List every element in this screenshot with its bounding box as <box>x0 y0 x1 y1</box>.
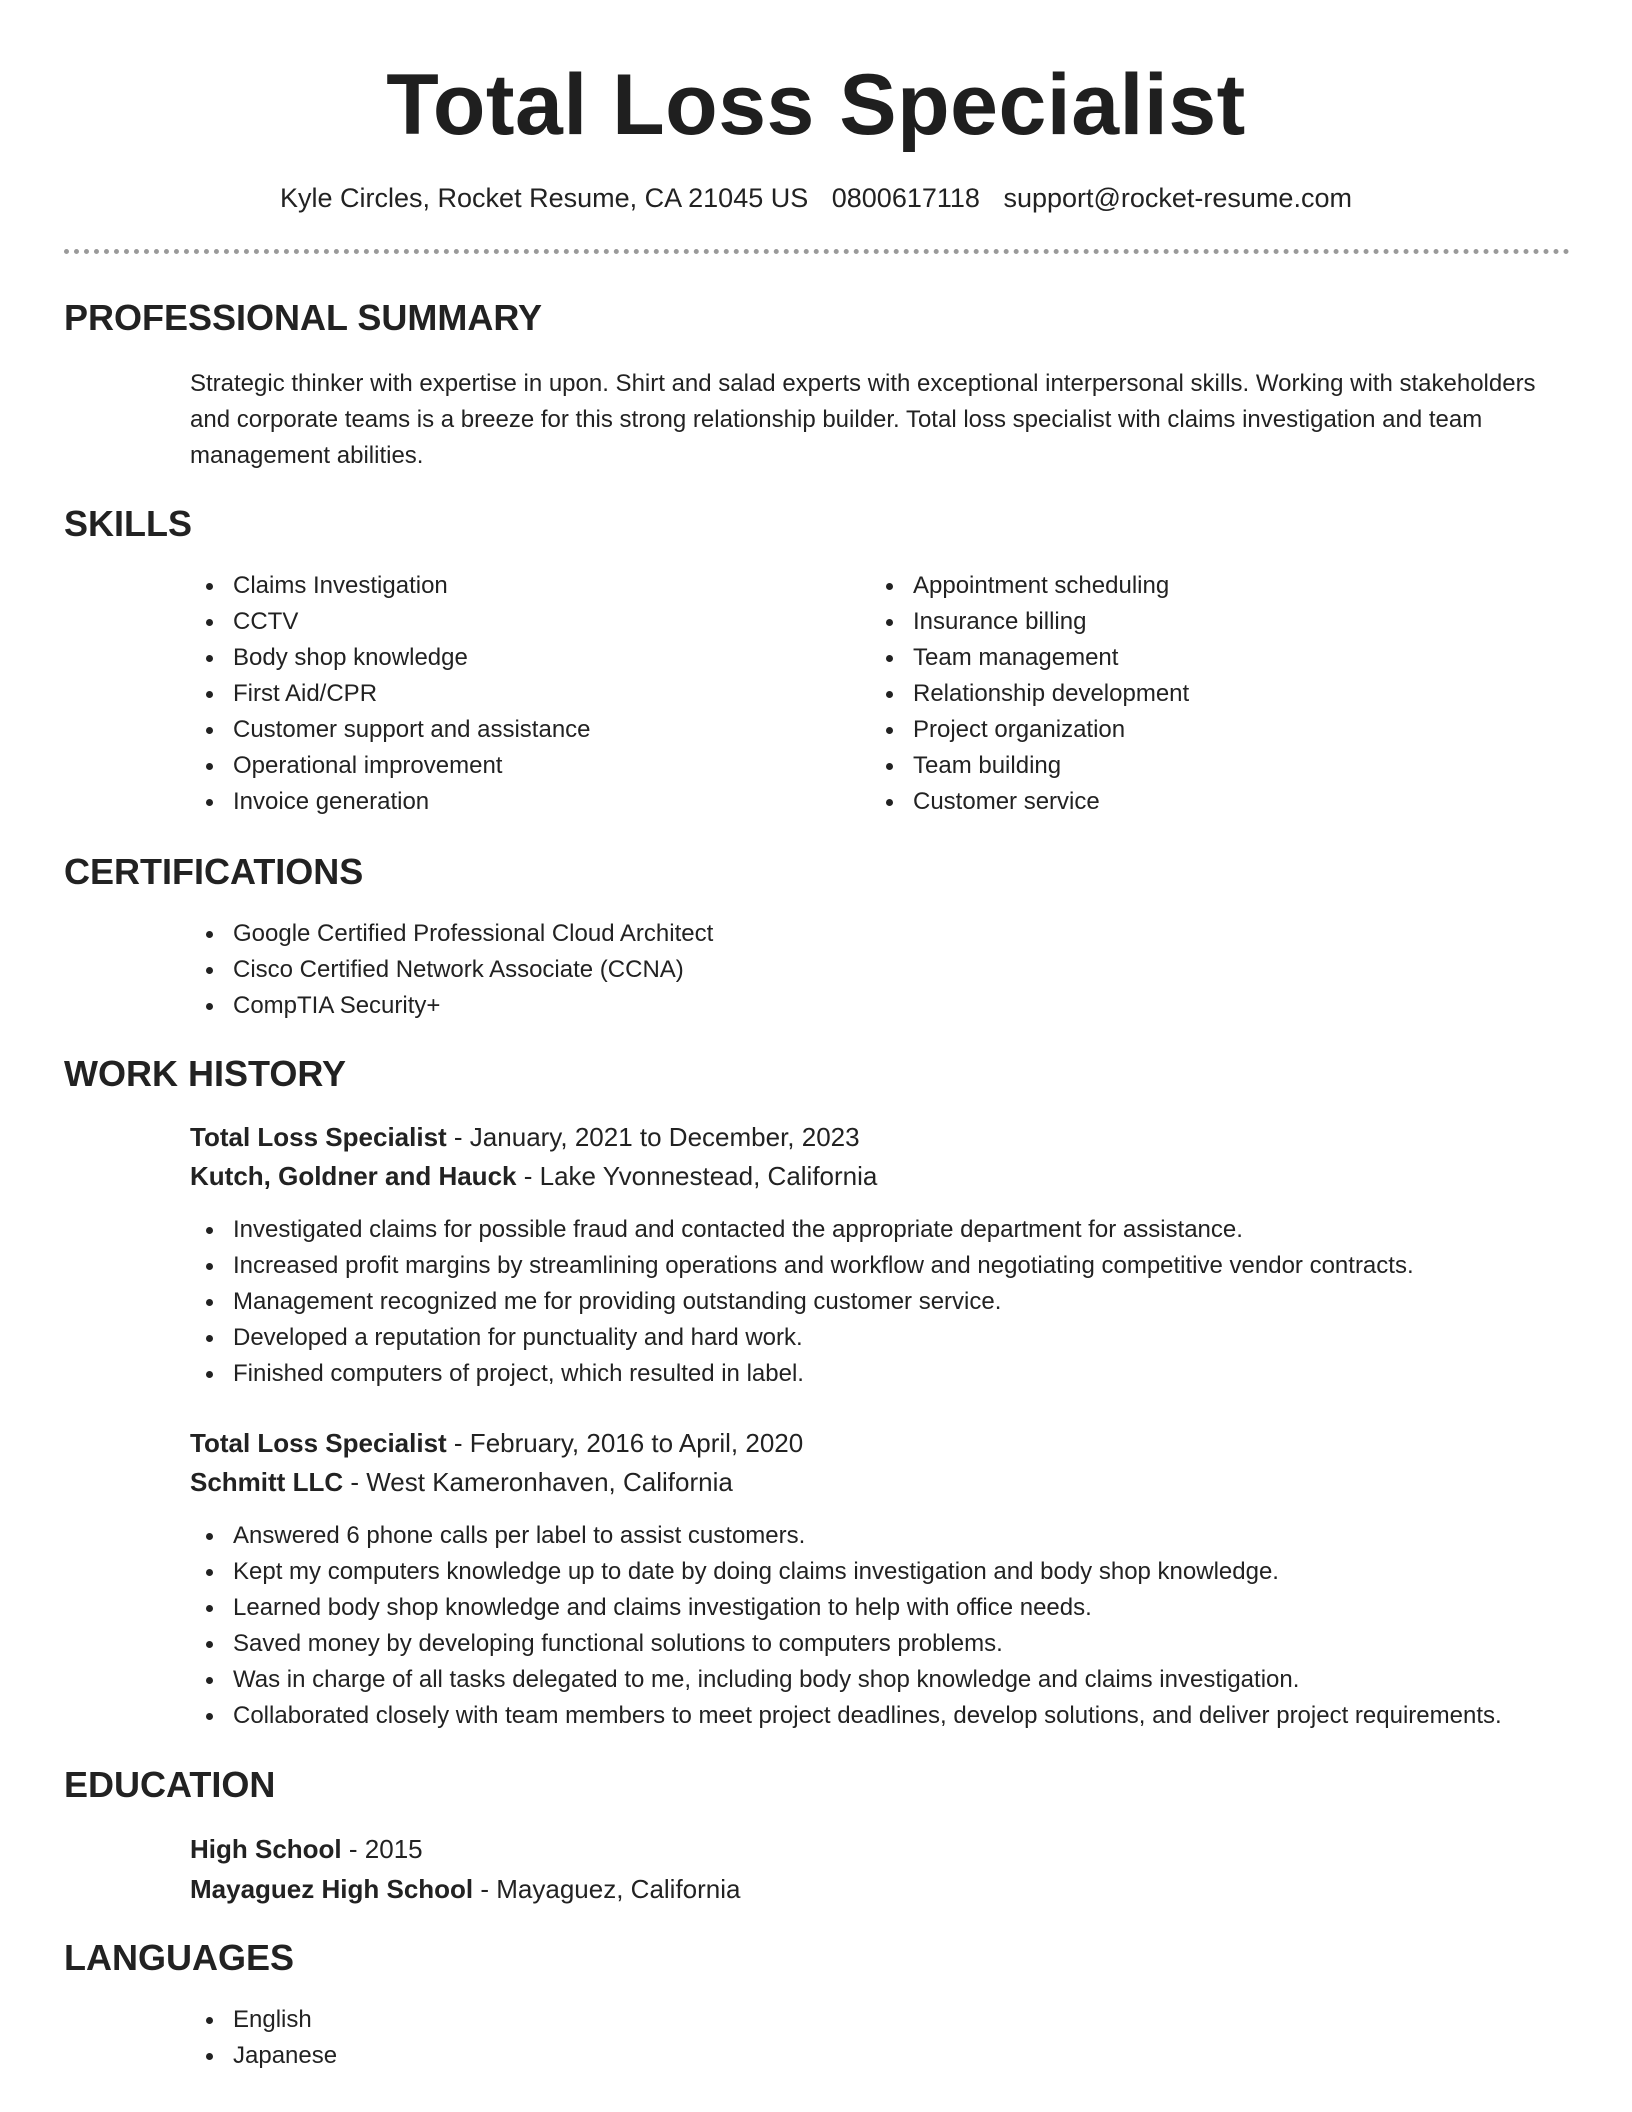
work-history-heading: WORK HISTORY <box>64 1053 347 1094</box>
education-degree-line <box>190 1830 423 1868</box>
skills-list-right <box>870 568 1189 820</box>
skill-item: Customer service <box>870 784 1189 820</box>
contact-email: support@rocket-resume.com <box>1003 183 1352 213</box>
certifications-heading: CERTIFICATIONS <box>64 851 364 892</box>
contact-address: Kyle Circles, Rocket Resume, CA 21045 US <box>280 183 809 213</box>
education-location: - Mayaguez, California <box>473 1874 741 1904</box>
job-bullet: Learned body shop knowledge and claims investigation to help with office needs. <box>190 1590 1502 1626</box>
job-company-line <box>190 1463 733 1501</box>
job-bullet: Saved money by developing functional solutions to computers problems. <box>190 1626 1502 1662</box>
job-company: Schmitt LLC <box>190 1467 344 1497</box>
job-title: Total Loss Specialist <box>190 1122 447 1152</box>
skill-item: Team building <box>870 748 1189 784</box>
job-location: - West Kameronhaven, California <box>343 1467 733 1497</box>
skill-item: Invoice generation <box>190 784 591 820</box>
skill-item: Project organization <box>870 712 1189 748</box>
job-bullet: Investigated claims for possible fraud and contacted the appropriate department for assistance. <box>190 1212 1414 1248</box>
education-heading: EDUCATION <box>64 1764 276 1805</box>
certifications-list <box>190 916 713 1024</box>
job-title: Total Loss Specialist <box>190 1428 447 1458</box>
header-divider <box>64 249 1570 254</box>
skill-item: First Aid/CPR <box>190 676 591 712</box>
skill-item: Claims Investigation <box>190 568 591 604</box>
job-company: Kutch, Goldner and Hauck <box>190 1161 517 1191</box>
language-item: English <box>190 2002 337 2038</box>
job-bullet: Collaborated closely with team members to meet project deadlines, develop solutions, and deliver project requirements. <box>190 1698 1502 1734</box>
job-bullets <box>190 1518 1502 1734</box>
skills-list-left <box>190 568 591 820</box>
skill-item: Appointment scheduling <box>870 568 1189 604</box>
job-title-line <box>190 1118 860 1156</box>
certification-item: Google Certified Professional Cloud Architect <box>190 916 713 952</box>
skill-item: Operational improvement <box>190 748 591 784</box>
job-dates: - February, 2016 to April, 2020 <box>446 1428 804 1458</box>
education-school-line <box>190 1870 741 1908</box>
certification-item: Cisco Certified Network Associate (CCNA) <box>190 952 713 988</box>
languages-list <box>190 2002 337 2074</box>
certification-item: CompTIA Security+ <box>190 988 713 1024</box>
skill-item: CCTV <box>190 604 591 640</box>
job-bullet: Was in charge of all tasks delegated to me, including body shop knowledge and claims investigation. <box>190 1662 1502 1698</box>
skill-item: Customer support and assistance <box>190 712 591 748</box>
skills-heading: SKILLS <box>64 503 193 544</box>
language-item: Japanese <box>190 2038 337 2074</box>
contact-line <box>0 178 1632 218</box>
languages-heading: LANGUAGES <box>64 1937 295 1978</box>
skill-item: Body shop knowledge <box>190 640 591 676</box>
job-bullet: Answered 6 phone calls per label to assist customers. <box>190 1518 1502 1554</box>
job-company-line <box>190 1157 877 1195</box>
job-title-line <box>190 1424 803 1462</box>
contact-phone: 0800617118 <box>831 183 980 213</box>
job-bullet: Increased profit margins by streamlining operations and workflow and negotiating competitive vendor contracts. <box>190 1248 1414 1284</box>
job-dates: - January, 2021 to December, 2023 <box>446 1122 860 1152</box>
skill-item: Team management <box>870 640 1189 676</box>
job-bullet: Finished computers of project, which resulted in label. <box>190 1356 1414 1392</box>
education-school: Mayaguez High School <box>190 1874 474 1904</box>
job-location: - Lake Yvonnestead, California <box>516 1161 878 1191</box>
skill-item: Relationship development <box>870 676 1189 712</box>
education-degree: High School <box>190 1834 342 1864</box>
job-bullet: Kept my computers knowledge up to date by doing claims investigation and body shop knowledge. <box>190 1554 1502 1590</box>
skill-item: Insurance billing <box>870 604 1189 640</box>
job-bullet: Developed a reputation for punctuality and hard work. <box>190 1320 1414 1356</box>
summary-heading: PROFESSIONAL SUMMARY <box>64 297 543 338</box>
summary-text: Strategic thinker with expertise in upon. Shirt and salad experts with exceptional interpersonal skills. Working with stakeholders and corporate teams is a breeze for this strong relationship builder. Total loss specialist with claims investigation and team management abilities. <box>190 370 1536 469</box>
job-bullets <box>190 1212 1414 1392</box>
resume-name: Total Loss Specialist <box>386 57 1246 153</box>
job-bullet: Management recognized me for providing outstanding customer service. <box>190 1284 1414 1320</box>
education-year: - 2015 <box>341 1834 423 1864</box>
